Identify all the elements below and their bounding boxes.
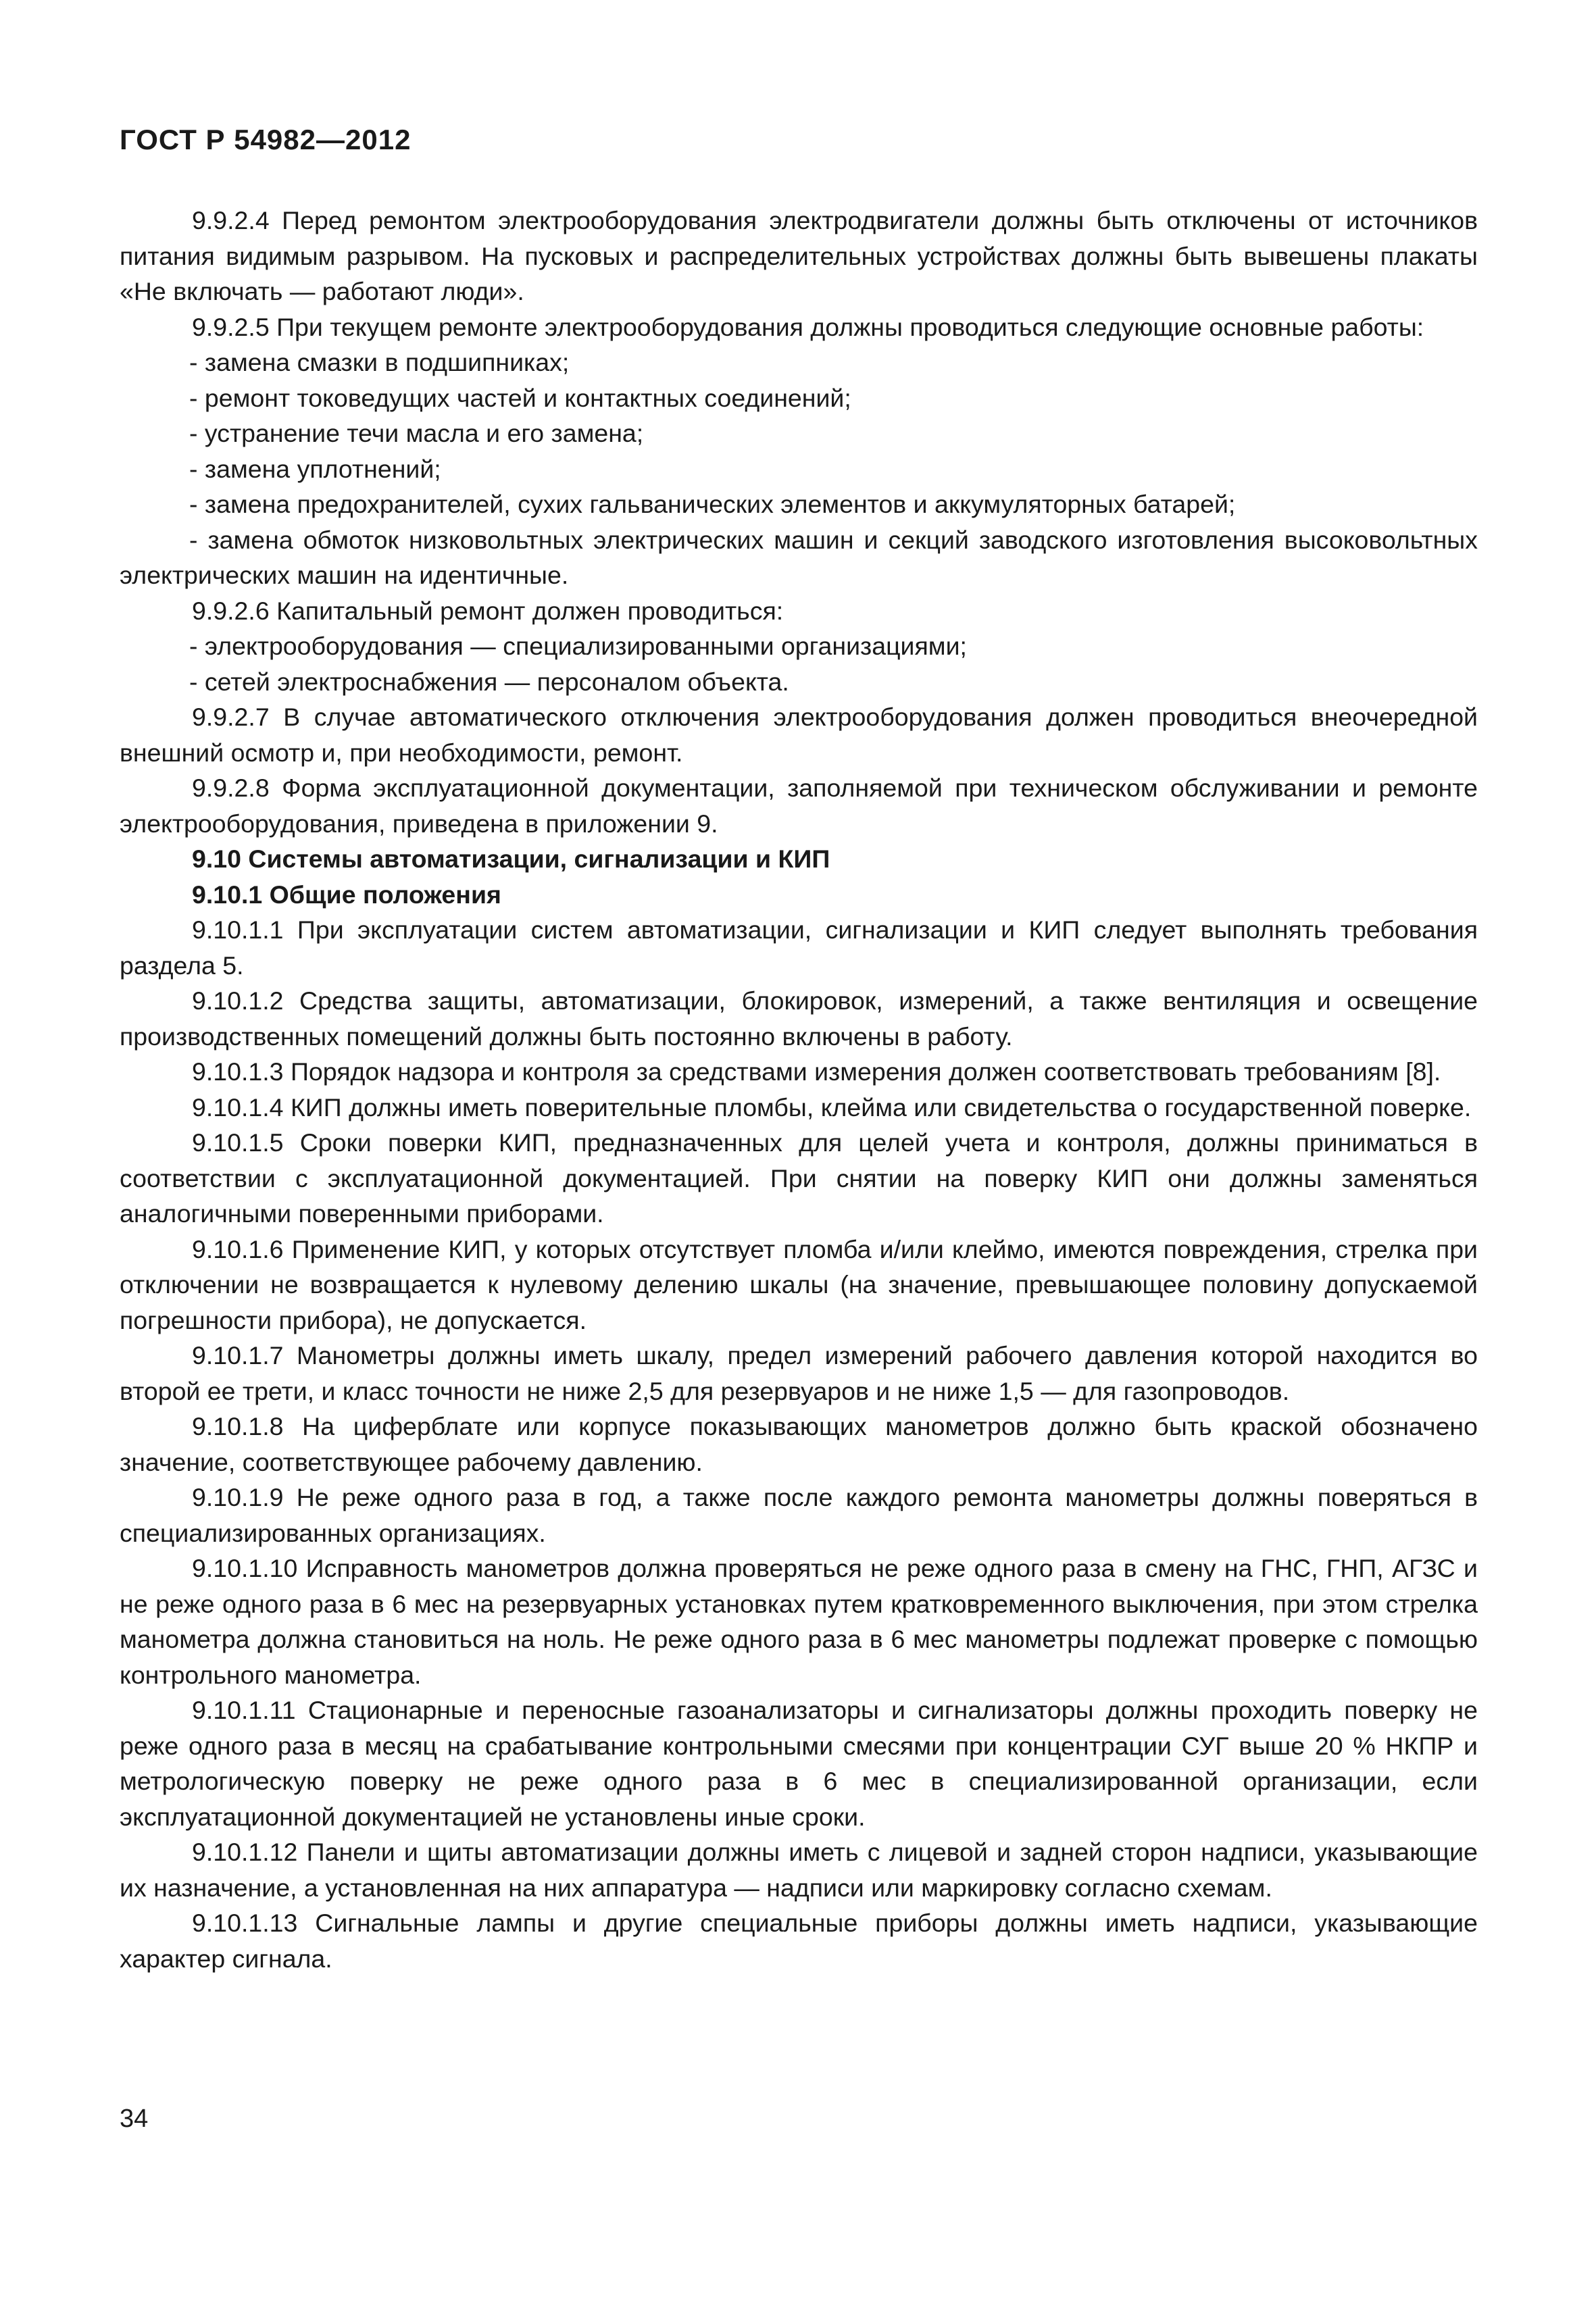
section-heading: 9.10.1 Общие положения bbox=[192, 880, 501, 909]
paragraph: 9.10.1.6 Применение КИП, у которых отсутствует пломба и/или клеймо, имеются повреждения, стрелка при отключении не возвращается к нулевому делению шкалы (на значение, превышающее половину допускаемой погрешности прибора), не допускается. bbox=[120, 1234, 1478, 1334]
list-item: - сетей электроснабжения — персоналом объекта. bbox=[189, 667, 789, 696]
paragraph: 9.10.1.13 Сигнальные лампы и другие специальные приборы должны иметь надписи, указывающие характер сигнала. bbox=[120, 1909, 1478, 1973]
paragraph: 9.10.1.8 На циферблате или корпусе показывающих манометров должно быть краской обозначено значение, соответствующее рабочему давлению. bbox=[120, 1412, 1478, 1476]
list-item: - устранение течи масла и его замена; bbox=[189, 419, 644, 447]
paragraph: 9.10.1.9 Не реже одного раза в год, а также после каждого ремонта манометры должны поверяться в специализированных организациях. bbox=[120, 1483, 1478, 1547]
page-number: 34 bbox=[120, 2105, 149, 2133]
paragraph: 9.9.2.5 При текущем ремонте электрооборудования должны проводиться следующие основные работы: bbox=[192, 312, 1424, 341]
paragraph: 9.10.1.7 Манометры должны иметь шкалу, предел измерений рабочего давления которой находится во второй ее трети, и класс точности не ниже 2,5 для резервуаров и не ниже 1,5 — для газопроводов. bbox=[120, 1341, 1478, 1405]
paragraph: 9.10.1.3 Порядок надзора и контроля за средствами измерения должен соответствовать требованиям [8]. bbox=[192, 1057, 1441, 1086]
document-body bbox=[120, 203, 1478, 1976]
paragraph: 9.10.1.12 Панели и щиты автоматизации должны иметь с лицевой и задней сторон надписи, указывающие их назначение, а установленная на них аппаратура — надписи или маркировку согласно схемам. bbox=[120, 1838, 1478, 1902]
paragraph: 9.10.1.2 Средства защиты, автоматизации, блокировок, измерений, а также вентиляция и освещение производственных помещений должны быть постоянно включены в работу. bbox=[120, 986, 1478, 1051]
paragraph: 9.9.2.7 В случае автоматического отключения электрооборудования должен проводиться внеочередной внешний осмотр и, при необходимости, ремонт. bbox=[120, 703, 1478, 767]
list-item: - замена смазки в подшипниках; bbox=[189, 348, 570, 376]
paragraph: 9.10.1.10 Исправность манометров должна проверяться не реже одного раза в смену на ГНС, ГНП, АГЗС и не реже одного раза в 6 мес на резервуарных установках путем кратковременного выключения, при этом стрелка манометра должна становиться на ноль. Не реже одного раза в 6 мес манометры подлежат проверке с помощью контрольного манометра. bbox=[120, 1554, 1478, 1689]
paragraph: 9.9.2.4 Перед ремонтом электрооборудования электродвигатели должны быть отключены от источников питания видимым разрывом. На пусковых и распределительных устройствах должны быть вывешены плакаты «Не включать — работают люди». bbox=[120, 206, 1478, 305]
paragraph: 9.10.1.5 Сроки поверки КИП, предназначенных для целей учета и контроля, должны приниматься в соответствии с эксплуатационной документацией. При снятии на поверку КИП они должны заменяться аналогичными поверенными приборами. bbox=[120, 1128, 1478, 1228]
list-item: - замена обмоток низковольтных электрических машин и секций заводского изготовления высоковольтных электрических машин на идентичные. bbox=[120, 525, 1478, 589]
document-header: ГОСТ Р 54982—2012 bbox=[120, 124, 412, 155]
paragraph: 9.9.2.6 Капитальный ремонт должен проводиться: bbox=[192, 596, 784, 625]
paragraph: 9.10.1.1 При эксплуатации систем автоматизации, сигнализации и КИП следует выполнять требования раздела 5. bbox=[120, 915, 1478, 980]
section-heading: 9.10 Системы автоматизации, сигнализации и КИП bbox=[192, 845, 830, 873]
list-item: - ремонт токоведущих частей и контактных соединений; bbox=[189, 383, 851, 412]
paragraph: 9.10.1.4 КИП должны иметь поверительные пломбы, клейма или свидетельства о государственной поверке. bbox=[192, 1092, 1472, 1122]
list-item: - замена предохранителей, сухих гальванических элементов и аккумуляторных батарей; bbox=[189, 490, 1236, 518]
list-item: - замена уплотнений; bbox=[189, 454, 441, 483]
paragraph: 9.9.2.8 Форма эксплуатационной документации, заполняемой при техническом обслуживании и ремонте электрооборудования, приведена в приложении 9. bbox=[120, 774, 1478, 838]
list-item: - электрооборудования — специализированными организациями; bbox=[189, 632, 967, 660]
paragraph: 9.10.1.11 Стационарные и переносные газоанализаторы и сигнализаторы должны проходить поверку не реже одного раза в месяц на срабатывание контрольными смесями при концентрации СУГ выше 20 % НКПР и метрологическую поверку не реже одного раза в 6 мес в специализированной организации, если эксплуатационной документацией не установлены иные сроки. bbox=[120, 1696, 1478, 1831]
